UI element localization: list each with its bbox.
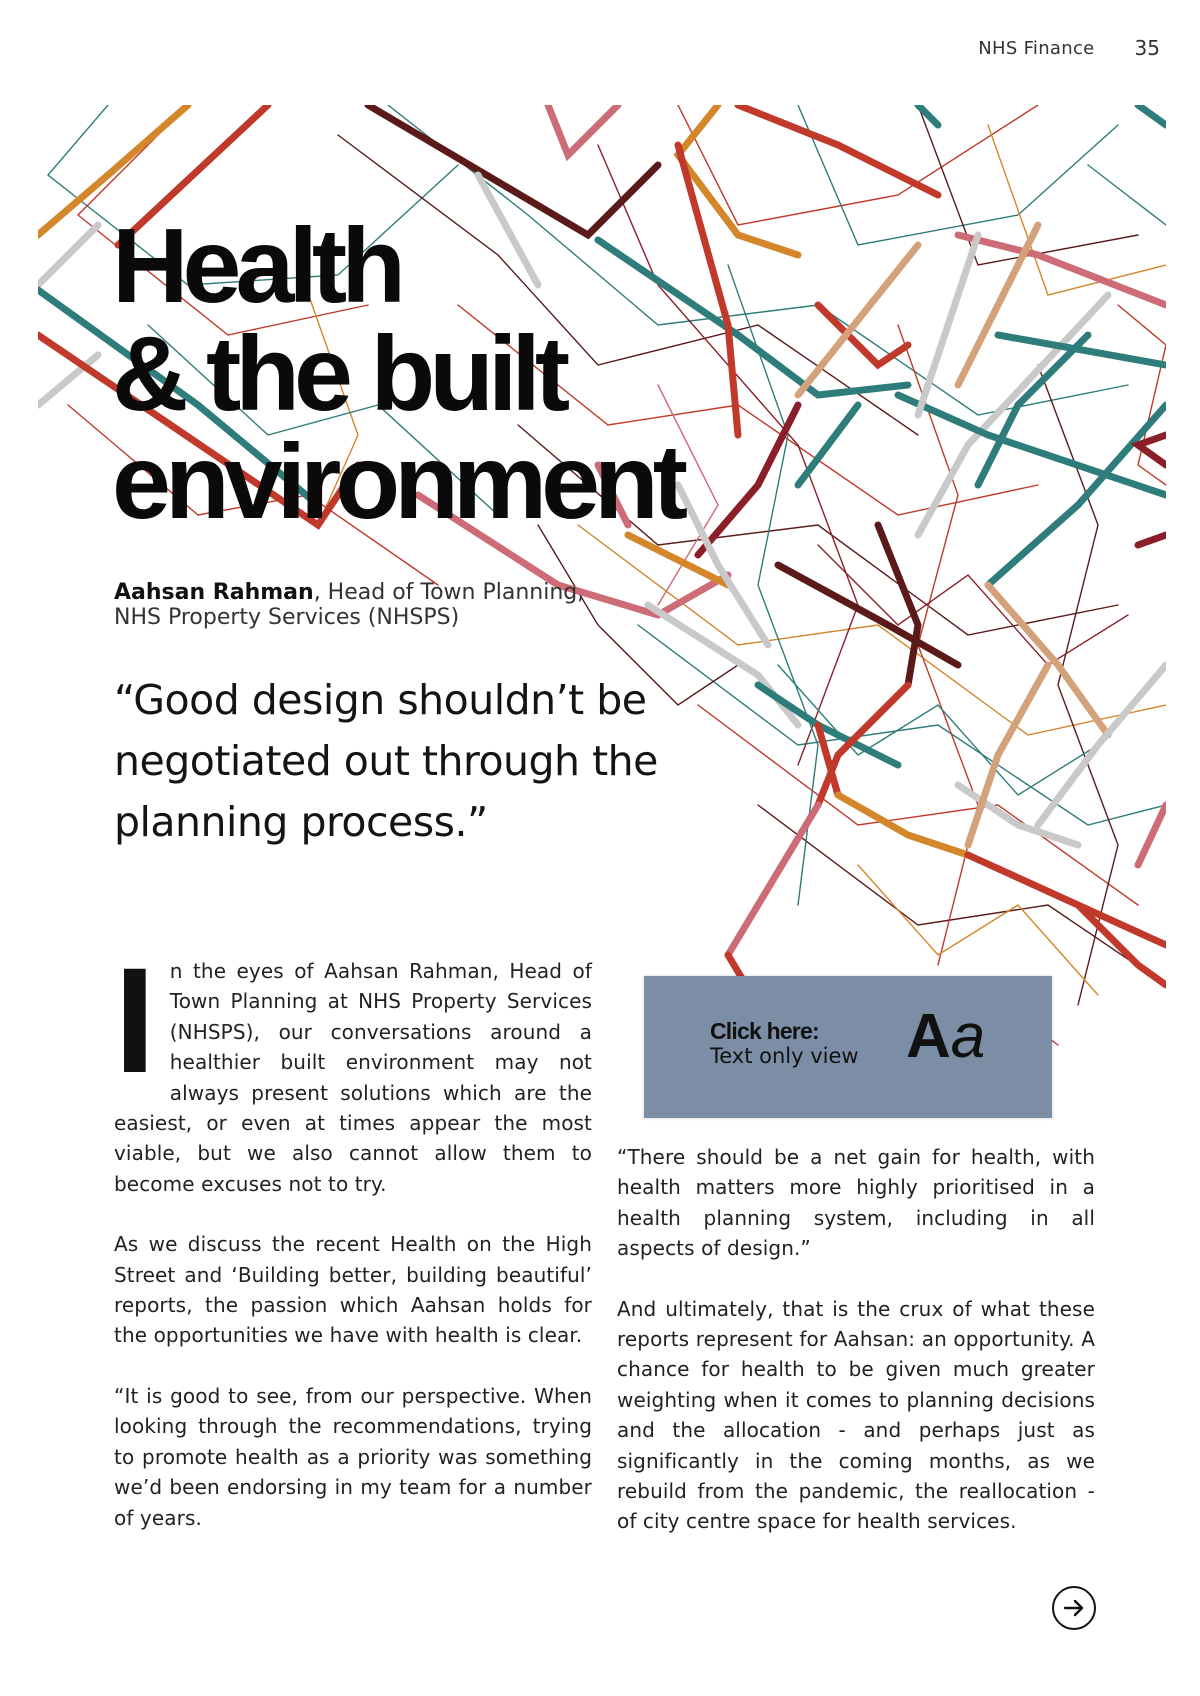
publication-name: NHS Finance [978,37,1095,59]
text-only-view-title: Click here: [710,1018,819,1044]
text-only-view-button[interactable] [644,976,1052,1118]
text-only-view-label: Text only view [710,1044,859,1068]
paragraph-text: n the eyes of Aahsan Rahman, Head of Town Planning at NHS Property Services (NHSPS), our conversations around a healthier built environment may not always present solutions which are the easiest, or even at times appear the most viable, but we also cannot allow them to become excuses not to try. [114,959,592,1196]
author-name: Aahsan Rahman [114,580,314,605]
page-header [978,36,1160,60]
author-organisation: NHS Property Services (NHSPS) [114,605,460,630]
paragraph: “It is good to see, from our perspective. When looking through the recommendations, trying to promote health as a priority was something we’d been endorsing in my team for a number of years. [114,1383,592,1530]
drop-cap: I [114,936,156,1104]
left-column [114,936,592,1563]
author-role: , Head of Town Planning, [313,580,585,605]
title-line: environment [112,423,683,541]
page-number: 35 [1134,36,1160,60]
paragraph: As we discuss the recent Health on the High Street and ‘Building better, building beautiful’ reports, the passion which Aahsan holds for the opportunities we have with health is clear. [114,1232,592,1348]
paragraph: And ultimately, that is the crux of what these reports represent for Aahsan: an opportunity. A chance for health to be given much greater weighting when it comes to planning decisions and the allocation - and perhaps just as significantly in the coming months, as we rebuild from the pandemic, the reallocation - of city centre space for health services. [617,1296,1095,1534]
title-line: Health [112,207,400,325]
author-byline [114,580,584,630]
font-aa-icon: Aa [906,1002,986,1071]
pull-quote: “Good design shouldn’t be negotiated out through the planning process.” [114,676,658,846]
next-page-button[interactable] [1052,1586,1096,1630]
title-line: & the built [112,315,565,433]
article-title [112,207,683,541]
paragraph [114,936,592,1199]
arrow-right-icon [1062,1596,1086,1620]
right-column [617,1142,1095,1567]
paragraph: “There should be a net gain for health, with health matters more highly prioritised in a health planning system, including in all aspects of design.” [617,1145,1095,1261]
